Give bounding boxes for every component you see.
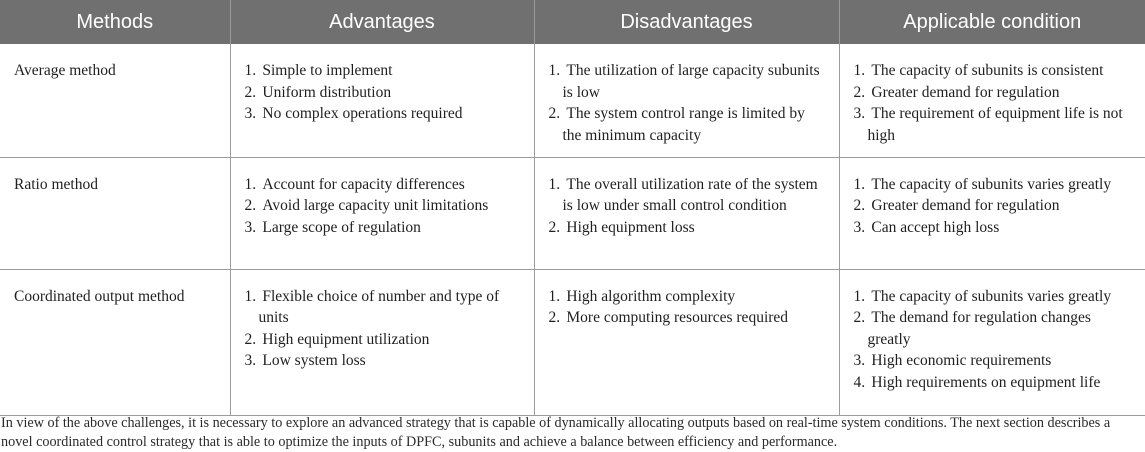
list-item-number: 3. [244,218,257,236]
header-methods: Methods [0,0,230,44]
list-item [854,217,1132,239]
list-item [245,174,520,196]
list-item [245,82,520,104]
list-item-text: High equipment loss [566,218,695,236]
list-item-text: No complex operations required [262,105,463,122]
list-item-text: The system control range is limited by the minimum capacity [562,105,805,144]
table-row [0,44,1145,157]
list-item [854,82,1132,104]
list-item-text: High algorithm complexity [566,287,736,305]
list-item-number: 2. [853,83,866,101]
list-item-text: Low system loss [262,352,366,369]
list-item-number: 1. [853,287,866,305]
list-item-number: 1. [853,175,866,193]
advantages-list [245,286,520,372]
list-item [245,195,520,217]
disadvantages-list [549,60,825,146]
disadvantages-list [549,174,825,239]
list-item [245,217,520,239]
list-item-number: 1. [548,287,561,305]
list-item-text: The requirement of equipment life is not high [867,105,1123,144]
method-cell: Ratio method [0,157,230,269]
list-item [245,286,520,329]
list-item [549,174,825,217]
list-item-number: 3. [853,218,866,236]
list-item [854,307,1132,350]
list-item-number: 1. [244,175,257,193]
list-item-text: The capacity of subunits varies greatly [871,175,1112,193]
list-item-text: More computing resources required [566,309,789,326]
list-item-number: 1. [853,62,866,79]
list-item-text: Avoid large capacity unit limitations [262,197,489,214]
list-item-text: The capacity of subunits varies greatly [871,287,1112,305]
list-item [549,307,825,329]
list-item [245,60,520,82]
advantages-cell [230,157,534,269]
disadvantages-cell [534,269,839,415]
list-item [854,350,1132,372]
list-item-number: 3. [853,105,866,122]
list-item [549,60,825,103]
list-item-number: 3. [244,352,257,369]
table-row [0,269,1145,415]
list-item-text: The overall utilization rate of the system is low under small control condition [562,175,818,214]
list-item-number: 3. [244,105,257,122]
method-cell: Coordinated output method [0,269,230,415]
list-item [854,174,1132,196]
table-header [0,0,1145,44]
list-item [549,103,825,146]
list-item-number: 2. [548,309,561,326]
advantages-cell [230,269,534,415]
disadvantages-cell [534,44,839,157]
disadvantages-list [549,286,825,329]
list-item-text: Flexible choice of number and type of units [258,287,500,326]
list-item-number: 1. [548,175,561,193]
header-disadvantages: Disadvantages [534,0,839,44]
list-item-text: Greater demand for regulation [871,197,1060,214]
list-item-text: The utilization of large capacity subunits is low [562,62,820,101]
header-advantages: Advantages [230,0,534,44]
list-item-text: The demand for regulation changes greatly [867,309,1091,348]
footnote-paragraph: In view of the above challenges, it is necessary to explore an advanced strategy that is capable of dynamically allocating outputs based on real-time system conditions. The next section describes a novel coordinated control strategy that is able to optimize the inputs of DPFC, subunits and achieve a balance between efficiency and performance. [1,415,1111,450]
list-item-text: Can accept high loss [871,218,1000,236]
list-item [854,195,1132,217]
list-item-number: 3. [853,352,866,369]
conditions-list [854,60,1132,146]
list-item-number: 2. [244,83,257,101]
list-item-text: Account for capacity differences [262,175,465,193]
list-item-number: 1. [548,62,561,79]
advantages-cell [230,44,534,157]
table-body [0,44,1145,415]
list-item-number: 2. [548,218,561,236]
advantages-list [245,60,520,125]
table-row [0,157,1145,269]
list-item-text: Greater demand for regulation [871,83,1060,101]
list-item-number: 4. [853,373,866,391]
list-item-text: High requirements on equipment life [871,373,1101,391]
list-item-text: Simple to implement [262,62,393,79]
list-item [549,217,825,239]
advantages-list [245,174,520,239]
list-item-text: Uniform distribution [262,83,392,101]
disadvantages-cell [534,157,839,269]
header-row [0,0,1145,44]
conditions-list [854,286,1132,394]
list-item-number: 1. [244,287,257,305]
list-item-text: Large scope of regulation [262,218,421,236]
list-item-text: High equipment utilization [262,330,430,348]
conditions-list [854,174,1132,239]
list-item [854,286,1132,308]
list-item [245,329,520,351]
list-item [549,286,825,308]
list-item-number: 2. [853,309,866,326]
conditions-cell [839,269,1145,415]
conditions-cell [839,44,1145,157]
method-cell: Average method [0,44,230,157]
list-item-number: 2. [244,330,257,348]
list-item [245,350,520,372]
conditions-cell [839,157,1145,269]
list-item [854,103,1132,146]
list-item-text: The capacity of subunits is consistent [871,62,1104,79]
list-item-number: 1. [244,62,257,79]
list-item [854,60,1132,82]
header-applicable-condition: Applicable condition [839,0,1145,44]
list-item-number: 2. [853,197,866,214]
list-item-number: 2. [244,197,257,214]
list-item [854,372,1132,394]
list-item-number: 2. [548,105,561,122]
list-item [245,103,520,125]
list-item-text: High economic requirements [871,352,1052,369]
